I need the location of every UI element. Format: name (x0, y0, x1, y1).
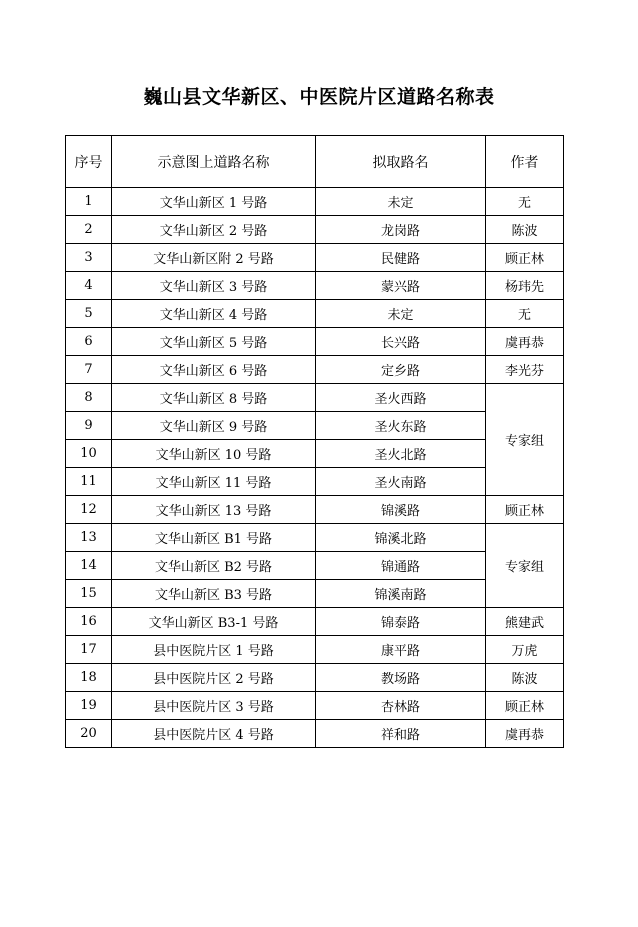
header-author: 作者 (486, 136, 564, 188)
cell-seq: 4 (66, 272, 112, 300)
cell-seq: 2 (66, 216, 112, 244)
cell-seq: 11 (66, 468, 112, 496)
cell-proposed-name: 圣火南路 (316, 468, 486, 496)
table-row (66, 496, 564, 524)
cell-map-name: 文华山新区 5 号路 (112, 328, 316, 356)
table-row (66, 328, 564, 356)
cell-proposed-name: 锦溪北路 (316, 524, 486, 552)
cell-proposed-name: 龙岗路 (316, 216, 486, 244)
cell-proposed-name: 未定 (316, 188, 486, 216)
table-row (66, 524, 564, 552)
cell-author: 顾正林 (486, 496, 564, 524)
cell-author: 陈波 (486, 216, 564, 244)
cell-seq: 14 (66, 552, 112, 580)
cell-author-merged: 专家组 (486, 524, 564, 608)
table-row (66, 188, 564, 216)
cell-seq: 3 (66, 244, 112, 272)
cell-map-name: 文华山新区 B2 号路 (112, 552, 316, 580)
cell-map-name: 文华山新区 B3 号路 (112, 580, 316, 608)
header-proposed-name: 拟取路名 (316, 136, 486, 188)
cell-author: 陈波 (486, 664, 564, 692)
table-row (66, 244, 564, 272)
cell-seq: 10 (66, 440, 112, 468)
cell-map-name: 文华山新区附 2 号路 (112, 244, 316, 272)
cell-seq: 16 (66, 608, 112, 636)
cell-author: 虞再恭 (486, 720, 564, 748)
cell-seq: 19 (66, 692, 112, 720)
cell-map-name: 文华山新区 10 号路 (112, 440, 316, 468)
cell-author: 顾正林 (486, 692, 564, 720)
cell-proposed-name: 锦溪南路 (316, 580, 486, 608)
table-row (66, 216, 564, 244)
road-names-table (65, 135, 564, 748)
table-row (66, 608, 564, 636)
header-map-name: 示意图上道路名称 (112, 136, 316, 188)
cell-map-name: 文华山新区 6 号路 (112, 356, 316, 384)
table-row (66, 664, 564, 692)
cell-author: 万虎 (486, 636, 564, 664)
cell-map-name: 文华山新区 4 号路 (112, 300, 316, 328)
cell-proposed-name: 定乡路 (316, 356, 486, 384)
table-header-row (66, 136, 564, 188)
cell-map-name: 文华山新区 B1 号路 (112, 524, 316, 552)
table-row (66, 356, 564, 384)
cell-map-name: 县中医院片区 3 号路 (112, 692, 316, 720)
cell-proposed-name: 未定 (316, 300, 486, 328)
table-row (66, 272, 564, 300)
cell-seq: 6 (66, 328, 112, 356)
cell-proposed-name: 锦泰路 (316, 608, 486, 636)
cell-seq: 12 (66, 496, 112, 524)
cell-map-name: 文华山新区 13 号路 (112, 496, 316, 524)
cell-seq: 5 (66, 300, 112, 328)
cell-map-name: 县中医院片区 2 号路 (112, 664, 316, 692)
cell-map-name: 文华山新区 11 号路 (112, 468, 316, 496)
table-row (66, 720, 564, 748)
cell-proposed-name: 圣火北路 (316, 440, 486, 468)
cell-map-name: 文华山新区 1 号路 (112, 188, 316, 216)
cell-proposed-name: 民健路 (316, 244, 486, 272)
cell-author: 虞再恭 (486, 328, 564, 356)
cell-seq: 9 (66, 412, 112, 440)
cell-author: 熊建武 (486, 608, 564, 636)
cell-author: 杨玮先 (486, 272, 564, 300)
cell-map-name: 文华山新区 2 号路 (112, 216, 316, 244)
table-row (66, 300, 564, 328)
cell-seq: 15 (66, 580, 112, 608)
cell-proposed-name: 长兴路 (316, 328, 486, 356)
document-title: 巍山县文华新区、中医院片区道路名称表 (143, 86, 495, 108)
cell-map-name: 文华山新区 3 号路 (112, 272, 316, 300)
cell-proposed-name: 锦溪路 (316, 496, 486, 524)
cell-seq: 18 (66, 664, 112, 692)
cell-proposed-name: 杏林路 (316, 692, 486, 720)
cell-seq: 8 (66, 384, 112, 412)
cell-proposed-name: 圣火东路 (316, 412, 486, 440)
cell-map-name: 县中医院片区 1 号路 (112, 636, 316, 664)
table-row (66, 692, 564, 720)
cell-author: 李光芬 (486, 356, 564, 384)
cell-map-name: 县中医院片区 4 号路 (112, 720, 316, 748)
cell-proposed-name: 康平路 (316, 636, 486, 664)
cell-seq: 7 (66, 356, 112, 384)
cell-seq: 1 (66, 188, 112, 216)
cell-proposed-name: 教场路 (316, 664, 486, 692)
table-row (66, 384, 564, 412)
cell-author-merged: 专家组 (486, 384, 564, 496)
cell-map-name: 文华山新区 8 号路 (112, 384, 316, 412)
cell-seq: 20 (66, 720, 112, 748)
cell-seq: 13 (66, 524, 112, 552)
cell-proposed-name: 蒙兴路 (316, 272, 486, 300)
cell-map-name: 文华山新区 9 号路 (112, 412, 316, 440)
cell-map-name: 文华山新区 B3-1 号路 (112, 608, 316, 636)
cell-proposed-name: 锦通路 (316, 552, 486, 580)
cell-author: 无 (486, 188, 564, 216)
cell-seq: 17 (66, 636, 112, 664)
cell-author: 顾正林 (486, 244, 564, 272)
cell-author: 无 (486, 300, 564, 328)
cell-proposed-name: 祥和路 (316, 720, 486, 748)
cell-proposed-name: 圣火西路 (316, 384, 486, 412)
header-seq: 序号 (66, 136, 112, 188)
table-row (66, 636, 564, 664)
